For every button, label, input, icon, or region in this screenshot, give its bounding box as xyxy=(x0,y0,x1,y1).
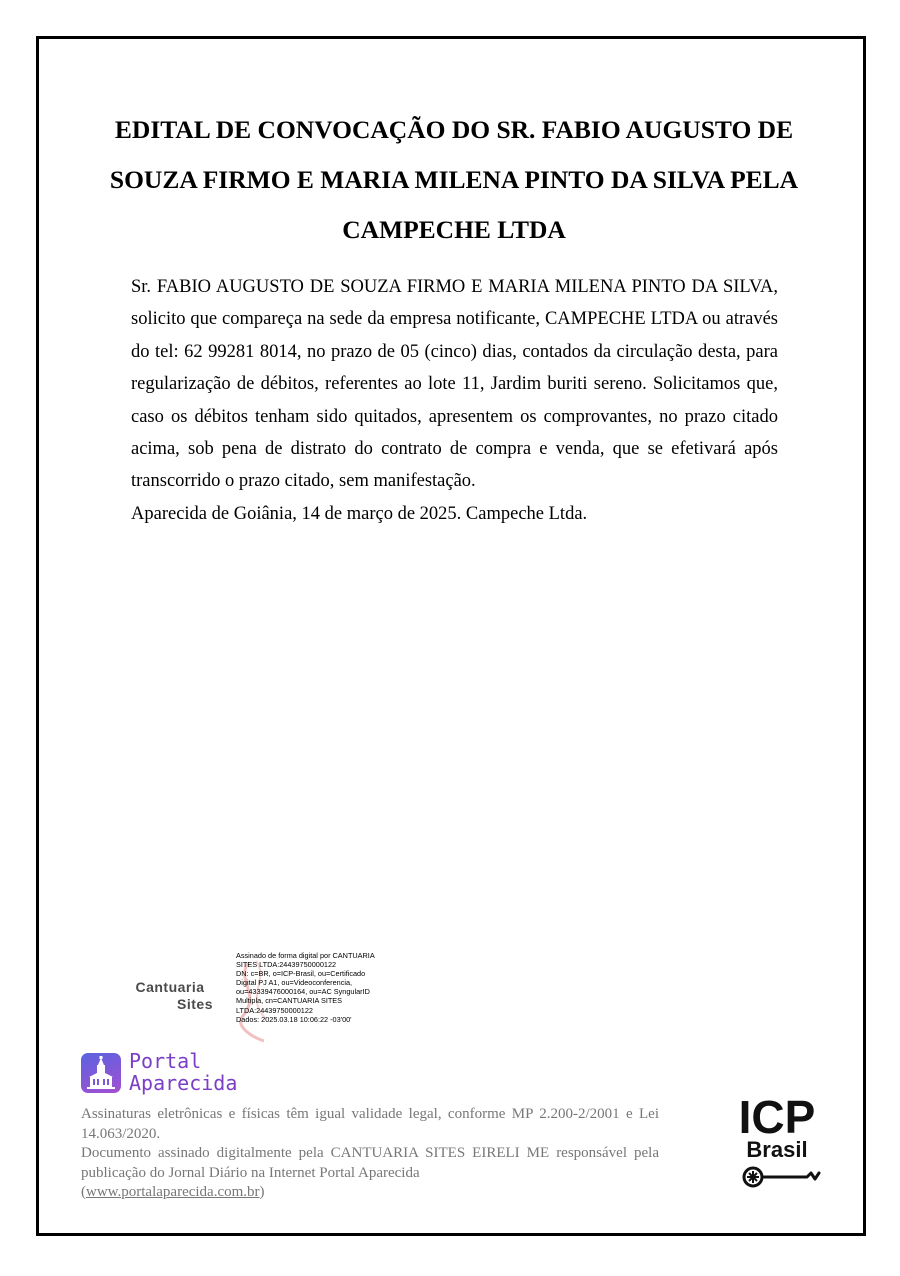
signature-line: Multipla, cn=CANTUARIA SITES xyxy=(236,996,343,1006)
key-icon xyxy=(744,1168,819,1186)
footer-legal-text xyxy=(81,1105,659,1203)
signature-line: LTDA:24439750000122 xyxy=(236,1005,313,1015)
icp-brasil-logo xyxy=(727,1089,827,1201)
cantuaria-sites-logo xyxy=(119,977,221,1013)
church-icon xyxy=(81,1053,121,1093)
footer-publisher-label: Documento assinado digitalmente pela CANTUARIA SITES EIRELI ME responsável pela publicação do Jornal Diário na Internet Portal Aparecida xyxy=(81,1145,659,1181)
signature-line: Assinado de forma digital por CANTUARIA xyxy=(236,951,375,960)
signature-line: DN: c=BR, o=ICP-Brasil, ou=Certificado xyxy=(236,969,366,979)
aparecida-word: Aparecida xyxy=(129,1071,238,1095)
footer-publisher-text xyxy=(81,1144,659,1183)
cantuaria-logo-text: Cantuaria xyxy=(135,979,205,995)
signature-line: SITES LTDA:24439750000122 xyxy=(236,960,337,970)
icp-text: ICP xyxy=(738,1091,816,1143)
portal-word: Portal xyxy=(129,1049,202,1073)
document-body xyxy=(131,271,778,530)
footer-validity-text: Assinaturas eletrônicas e físicas têm igual validade legal, conforme MP 2.200-2/2001 e Lei 14.063/2020. xyxy=(81,1106,659,1142)
brasil-text: Brasil xyxy=(746,1137,808,1162)
body-paragraph: Sr. FABIO AUGUSTO DE SOUZA FIRMO E MARIA MILENA PINTO DA SILVA, solicito que compareça na sede da empresa notificante, CAMPECHE LTDA ou através do tel: 62 99281 8014, no prazo de 05 (cinco) dias, contados da circulação desta, para regularização de débitos, referentes ao lote 11, Jardim buriti sereno. Solicitamos que, caso os débitos tenham sido quitados, apresentem os comprovantes, no prazo citado acima, sob pena de distrato do contrato de compra e venda, que se efetivará após transcorrido o prazo citado, sem manifestação. xyxy=(131,277,778,492)
document-title: EDITAL DE CONVOCAÇÃO DO SR. FABIO AUGUSTO DE SOUZA FIRMO E MARIA MILENA PINTO DA SILVA PELA CAMPECHE LTDA xyxy=(109,115,799,244)
portal-aparecida-logo xyxy=(81,1051,261,1097)
page-frame xyxy=(36,36,866,1236)
signature-line: Digital PJ A1, ou=Videoconferencia, xyxy=(236,978,353,988)
signature-details xyxy=(236,951,426,1024)
signature-line: Dados: 2025.03.18 10:06:22 -03'00' xyxy=(236,1014,352,1024)
closing-line: Aparecida de Goiânia, 14 de março de 2025. Campeche Ltda. xyxy=(131,503,588,524)
signature-line: ou=43339476000164, ou=AC SyngularID xyxy=(236,987,370,997)
portal-website-link[interactable]: www.portalaparecida.com.br xyxy=(86,1184,260,1200)
footer-link-line: (www.portalaparecida.com.br) xyxy=(81,1184,265,1200)
digital-signature-block xyxy=(234,951,424,1047)
sites-logo-text: Sites xyxy=(177,996,213,1012)
